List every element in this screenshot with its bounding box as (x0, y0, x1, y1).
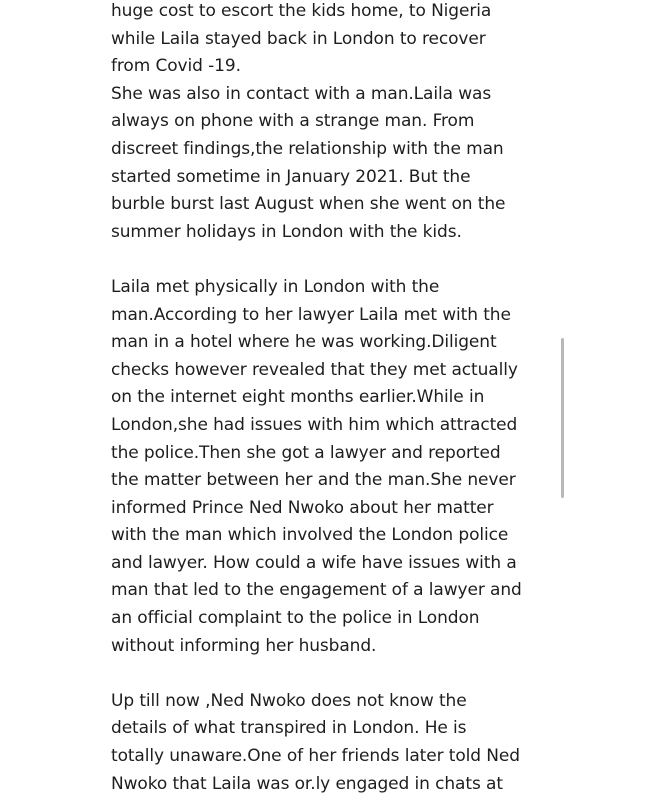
text-line: man that led to the engagement of a lawyer and (111, 580, 522, 601)
text-line: summer holidays in London with the kids. (111, 221, 462, 242)
text-line: details of what transpired in London. He is (111, 718, 467, 739)
text-line: discreet findings,the relationship with the man (111, 138, 504, 159)
text-line: huge cost to escort the kids home, to Nigeria (111, 1, 492, 21)
text-line: man.According to her lawyer Laila met with the (111, 304, 511, 325)
text-line: from Covid -19. (111, 56, 241, 77)
text-line: Nwoko that Laila was or.ly engaged in chats at (111, 773, 503, 794)
paragraph-3 (111, 688, 551, 798)
text-line: always on phone with a strange man. From (111, 111, 475, 132)
paragraph-2 (111, 274, 551, 660)
text-line: Up till now ,Ned Nwoko does not know the (111, 690, 467, 711)
text-line: on the internet eight months earlier.While in (111, 387, 485, 408)
text-line: informed Prince Ned Nwoko about her matter (111, 497, 494, 518)
text-line: burble burst last August when she went on the (111, 194, 506, 215)
paragraph-spacer (111, 246, 551, 274)
document-body (111, 0, 551, 798)
text-line: man in a hotel where he was working.Diligent (111, 332, 497, 353)
text-line: the police.Then she got a lawyer and reported (111, 442, 501, 463)
paragraph-spacer (111, 660, 551, 688)
text-line: while Laila stayed back in London to recover (111, 28, 486, 49)
text-line: an official complaint to the police in London (111, 608, 480, 629)
text-line: London,she had issues with him which attracted (111, 414, 518, 435)
text-line: the matter between her and the man.She never (111, 470, 516, 491)
paragraph-1 (111, 0, 551, 246)
text-line: started sometime in January 2021. But the (111, 166, 471, 187)
text-line: totally unaware.One of her friends later told Ned (111, 746, 520, 767)
text-line: checks however revealed that they met actually (111, 359, 518, 380)
vertical-scrollbar[interactable] (561, 338, 564, 498)
text-line: Laila met physically in London with the (111, 276, 440, 297)
text-line: with the man which involved the London police (111, 525, 509, 546)
text-line: and lawyer. How could a wife have issues with a (111, 552, 517, 573)
text-line: She was also in contact with a man.Laila was (111, 83, 492, 104)
text-line: without informing her husband. (111, 635, 377, 656)
